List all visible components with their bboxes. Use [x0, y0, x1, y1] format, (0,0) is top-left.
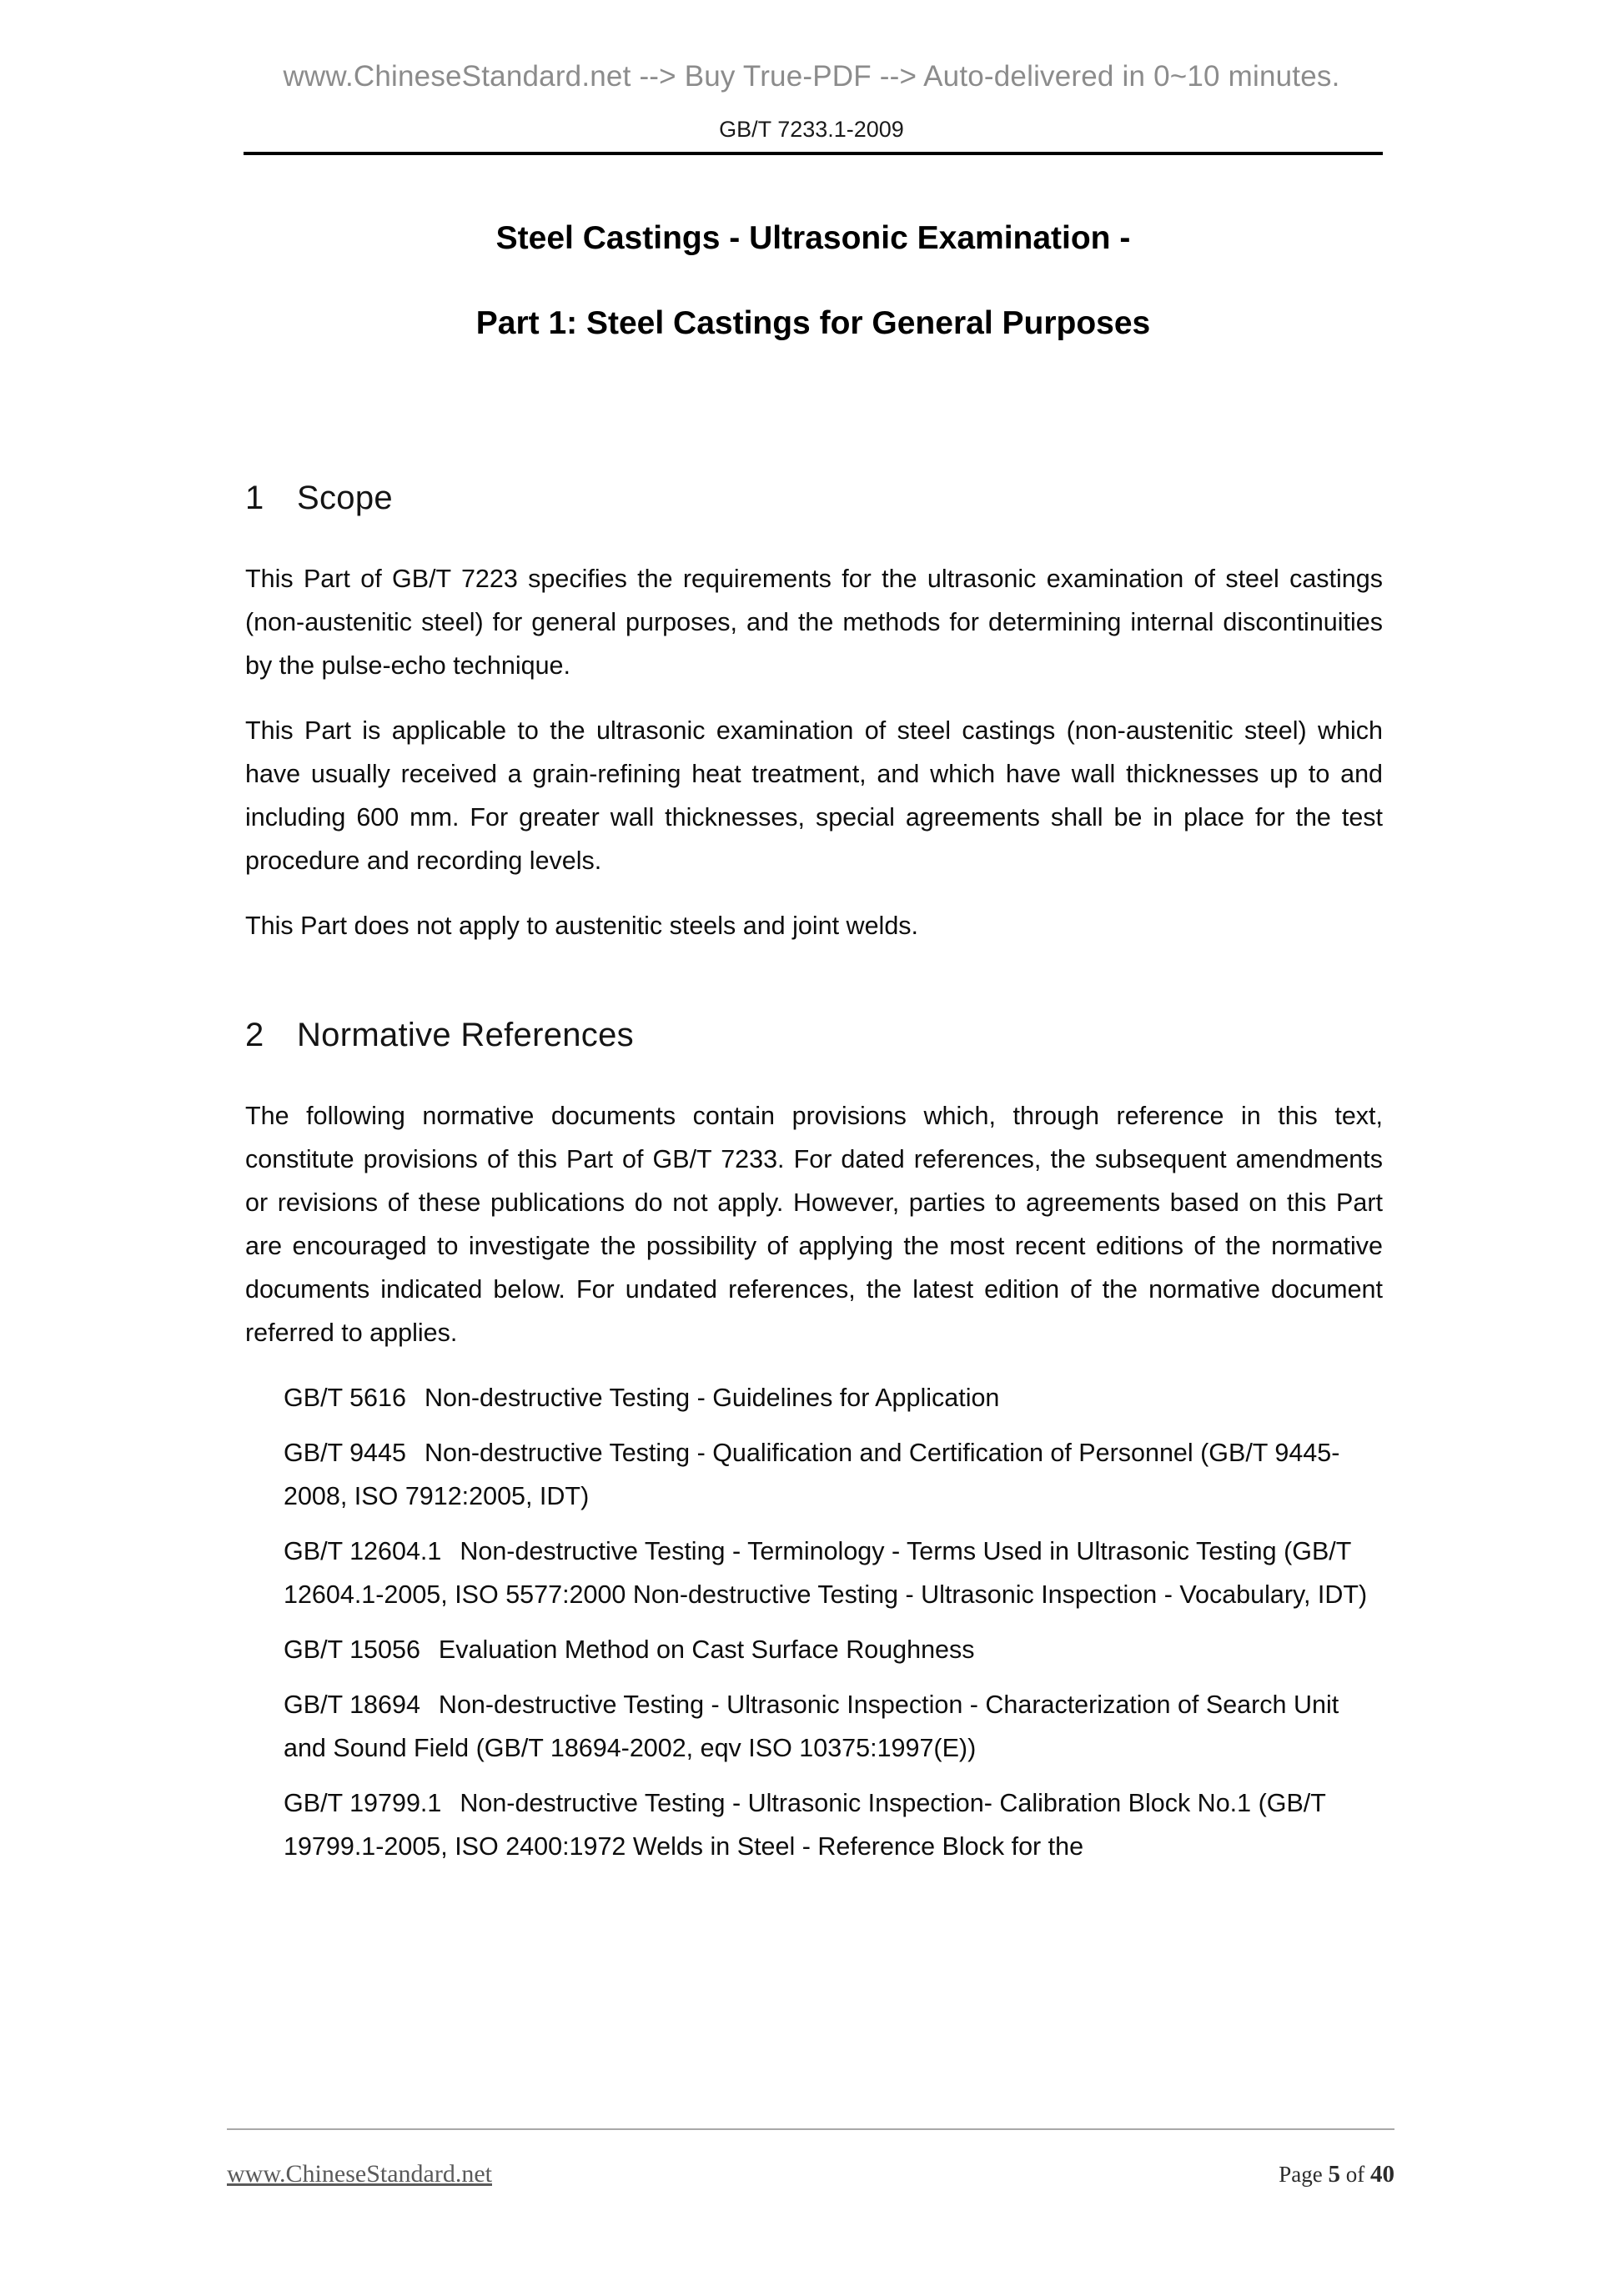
spacer [245, 882, 1383, 904]
reference-text: Non-destructive Testing - Terminology - Terms Used in Ultrasonic Testing (GB/T 12604.1-2005, ISO 5577:2000 Non-destructive Testing - Ultrasonic Inspection - Vocabulary, IDT) [284, 1537, 1368, 1609]
document-body [245, 475, 1383, 1868]
spacer [245, 687, 1383, 709]
footer-divider [227, 2128, 1394, 2130]
reference-code: GB/T 12604.1 [284, 1537, 442, 1565]
total-page-count: 40 [1370, 2160, 1394, 2188]
header-watermark: www.ChineseStandard.net --> Buy True-PDF --> Auto-delivered in 0~10 minutes. [283, 60, 1340, 93]
spacer [245, 1354, 1383, 1376]
reference-code: GB/T 18694 [284, 1691, 420, 1719]
page-footer [227, 2153, 1394, 2195]
reference-code: GB/T 9445 [284, 1439, 406, 1467]
section-heading-scope [245, 475, 1383, 520]
section-number: 2 [245, 1017, 264, 1053]
section-title: Normative References [297, 1017, 634, 1053]
scope-paragraph-3: This Part does not apply to austenitic steels and joint welds. [245, 912, 918, 940]
normative-references-intro: The following normative documents contain provisions which, through reference in this text, constitute provisions of this Part of GB/T 7233. For dated references, the subsequent amendments or revisions of these publications do not apply. However, parties to agreements based on this Part are encouraged to investigate the possibility of applying the most recent editions of the normative documents indicated below. For undated references, the latest edition of the normative document referred to applies. [245, 1102, 1383, 1347]
page-label: Page [1279, 2161, 1323, 2187]
scope-paragraph-1: This Part of GB/T 7223 specifies the requirements for the ultrasonic examination of steel castings (non-austenitic steel) for general purposes, and the methods for determining internal discontinuities by the pulse-echo technique. [245, 565, 1383, 680]
of-label: of [1345, 2161, 1365, 2187]
spacer [245, 1518, 1383, 1530]
reference-item [245, 1683, 1383, 1770]
reference-code: GB/T 19799.1 [284, 1789, 442, 1817]
reference-text: Non-destructive Testing - Guidelines for Application [424, 1384, 1000, 1412]
reference-code: GB/T 15056 [284, 1635, 420, 1664]
section-title: Scope [297, 480, 393, 516]
section-number: 1 [245, 480, 264, 516]
reference-item [245, 1781, 1383, 1868]
reference-code: GB/T 5616 [284, 1384, 406, 1412]
reference-item [245, 1530, 1383, 1616]
section-heading-normative-references [245, 1012, 1383, 1058]
scope-paragraph-2: This Part is applicable to the ultrasonic examination of steel castings (non-austenitic steel) which have usually received a grain-refining heat treatment, and which have wall thicknesses up to and including 600 mm. For greater wall thicknesses, special agreements shall be in place for the test procedure and recording levels. [245, 716, 1383, 875]
reference-item [245, 1376, 1383, 1419]
reference-item [245, 1431, 1383, 1518]
standard-number: GB/T 7233.1-2009 [719, 117, 904, 142]
spacer [245, 947, 1383, 1012]
footer-site-link[interactable]: www.ChineseStandard.net [227, 2160, 492, 2188]
spacer [245, 1671, 1383, 1683]
reference-item [245, 1628, 1383, 1671]
spacer [245, 1616, 1383, 1628]
spacer [245, 1770, 1383, 1781]
current-page-number: 5 [1328, 2160, 1340, 2188]
reference-text: Non-destructive Testing - Qualification and Certification of Personnel (GB/T 9445-2008, ISO 7912:2005, IDT) [284, 1439, 1340, 1510]
footer-page-info [1279, 2161, 1394, 2188]
spacer [245, 520, 1383, 557]
document-title-line-2: Part 1: Steel Castings for General Purposes [475, 305, 1151, 341]
document-title-line-1: Steel Castings - Ultrasonic Examination - [495, 220, 1131, 256]
header-divider [244, 152, 1383, 155]
spacer [245, 1058, 1383, 1094]
reference-text: Evaluation Method on Cast Surface Roughness [438, 1635, 975, 1664]
spacer [245, 1419, 1383, 1431]
reference-text: Non-destructive Testing - Ultrasonic Inspection- Calibration Block No.1 (GB/T 19799.1-2005, ISO 2400:1972 Welds in Steel - Reference Block for the [284, 1789, 1326, 1861]
reference-text: Non-destructive Testing - Ultrasonic Inspection - Characterization of Search Unit and Sound Field (GB/T 18694-2002, eqv ISO 10375:1997(E)) [284, 1691, 1339, 1762]
